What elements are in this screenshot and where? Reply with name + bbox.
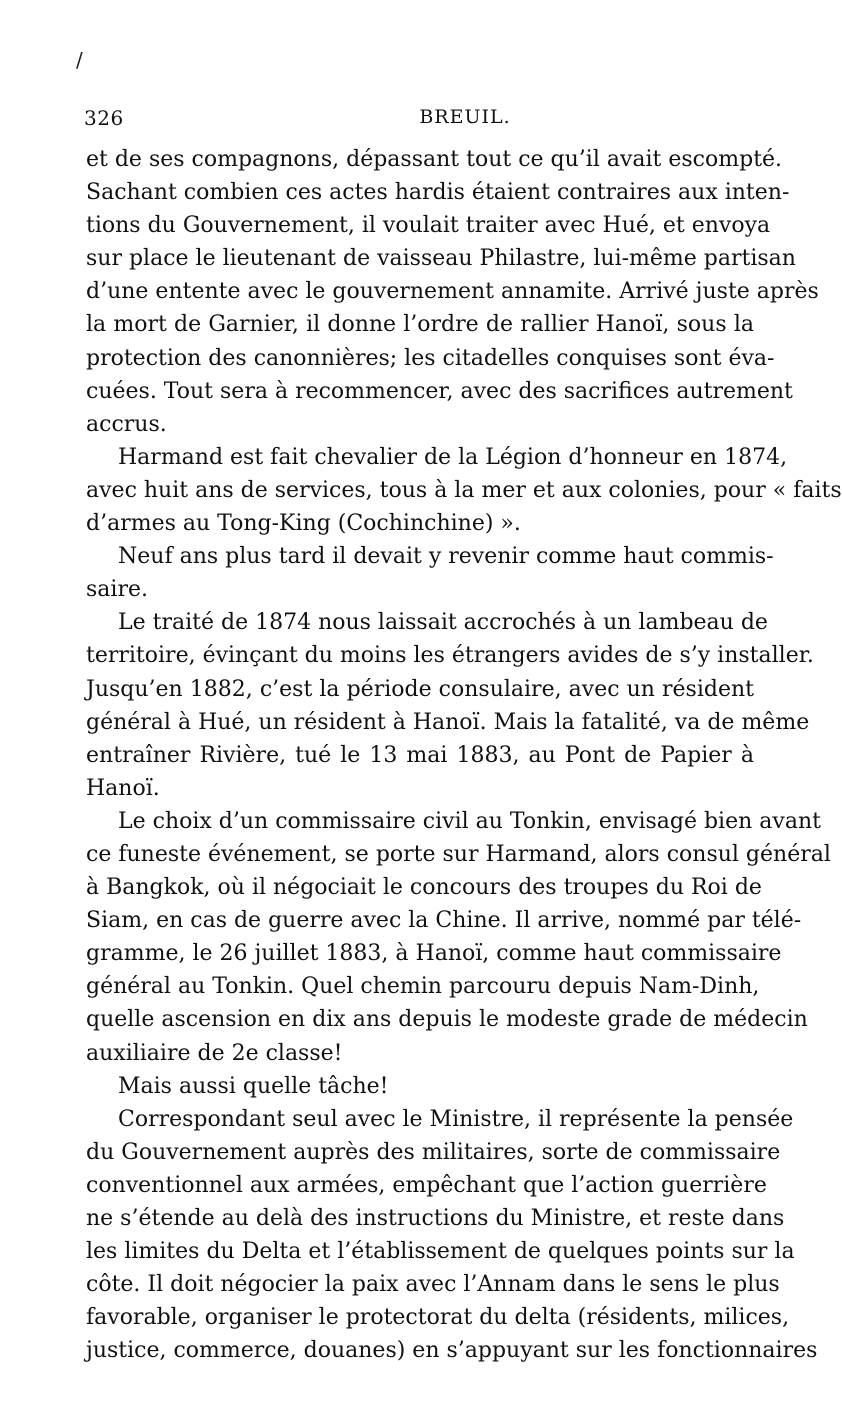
text-line: du Gouvernement auprès des militaires, sorte de commissaire bbox=[86, 1139, 781, 1165]
text-line: tions du Gouvernement, il voulait traiter avec Hué, et envoya bbox=[86, 213, 771, 239]
text-line: ne s’étende au delà des instructions du Ministre, et reste dans bbox=[86, 1206, 785, 1231]
text-line: cuées. Tout sera à recommencer, avec des sacrifices autrement bbox=[86, 378, 793, 404]
text-line: protection des canonnières; les citadelles conquises sont éva- bbox=[86, 345, 775, 371]
text-line: général au Tonkin. Quel chemin parcouru depuis Nam-Dinh, bbox=[86, 974, 760, 1000]
text-line: conventionnel aux armées, empêchant que l’action guerrière bbox=[86, 1172, 767, 1198]
text-line: saire. bbox=[86, 577, 148, 603]
text-line: d’armes au Tong-King (Cochinchine) ». bbox=[86, 511, 521, 537]
text-line: les limites du Delta et l’établissement de quelques points sur la bbox=[86, 1239, 795, 1265]
text-line: Jusqu’en 1882, c’est la période consulaire, avec un résident bbox=[86, 676, 754, 702]
text-line: général à Hué, un résident à Hanoï. Mais la fatalité, va de même bbox=[86, 709, 810, 735]
running-head: BREUIL. bbox=[419, 106, 511, 128]
text-line: favorable, organiser le protectorat du delta (résidents, milices, bbox=[86, 1305, 790, 1331]
text-line: gramme, le 26 juillet 1883, à Hanoï, comme haut commissaire bbox=[86, 941, 782, 967]
body-text bbox=[86, 143, 842, 1367]
text-line: territoire, évinçant du moins les étrangers avides de s’y installer. bbox=[86, 643, 814, 669]
text-line: d’une entente avec le gouvernement annamite. Arrivé juste après bbox=[86, 279, 819, 305]
text-line: ce funeste événement, se porte sur Harmand, alors consul général bbox=[86, 841, 831, 867]
text-line: à Bangkok, où il négociait le concours des troupes du Roi de bbox=[86, 875, 762, 901]
text-line: Mais aussi quelle tâche! bbox=[118, 1073, 389, 1099]
text-line: côte. Il doit négocier la paix avec l’Annam dans le sens le plus bbox=[86, 1272, 780, 1298]
text-line: Hanoï. bbox=[86, 775, 160, 801]
text-line: et de ses compagnons, dépassant tout ce qu’il avait escompté. bbox=[86, 147, 783, 172]
text-line: entraîner Rivière, tué le 13 mai 1883, au Pont de Papier à bbox=[86, 742, 754, 768]
text-line: avec huit ans de services, tous à la mer et aux colonies, pour « faits bbox=[86, 477, 842, 503]
page-mark: / bbox=[76, 48, 83, 72]
text-line: Le traité de 1874 nous laissait accrochés à un lambeau de bbox=[118, 610, 768, 636]
text-line: accrus. bbox=[86, 411, 167, 437]
text-line: sur place le lieutenant de vaisseau Philastre, lui-même partisan bbox=[86, 246, 796, 272]
text-line: la mort de Garnier, il donne l’ordre de rallier Hanoï, sous la bbox=[86, 312, 754, 338]
text-line: Le choix d’un commissaire civil au Tonkin, envisagé bien avant bbox=[118, 808, 821, 834]
text-line: justice, commerce, douanes) en s’appuyant sur les fonctionnaires bbox=[86, 1338, 818, 1364]
text-line: Correspondant seul avec le Ministre, il représente la pensée bbox=[118, 1106, 794, 1132]
text-line: Neuf ans plus tard il devait y revenir comme haut commis- bbox=[118, 544, 774, 570]
page-number: 326 bbox=[84, 106, 124, 130]
page-header bbox=[84, 106, 756, 136]
text-line: quelle ascension en dix ans depuis le modeste grade de médecin bbox=[86, 1007, 808, 1033]
text-line: auxiliaire de 2e classe! bbox=[86, 1040, 343, 1066]
text-line: Sachant combien ces actes hardis étaient contraires aux inten- bbox=[86, 180, 790, 206]
text-line: Siam, en cas de guerre avec la Chine. Il arrive, nommé par télé- bbox=[86, 908, 802, 934]
text-line: Harmand est fait chevalier de la Légion d’honneur en 1874, bbox=[118, 444, 788, 470]
